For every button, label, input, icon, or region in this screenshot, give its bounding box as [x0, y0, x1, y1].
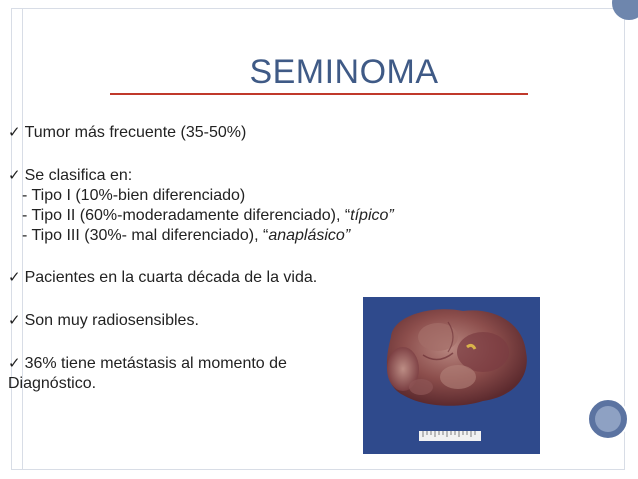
bullet-item: [8, 123, 568, 143]
specimen-illustration: [363, 297, 540, 454]
checkmark-icon: ✓: [8, 312, 21, 329]
checkmark-icon: ✓: [8, 269, 21, 286]
bullet-text: Tumor más frecuente (35-50%): [24, 124, 247, 141]
sub-item: - Tipo I (10%-bien diferenciado): [22, 187, 246, 204]
bullet-item: [8, 268, 568, 288]
checkmark-icon: ✓: [8, 167, 21, 184]
sub-item-text: - Tipo III (30%- mal diferenciado), “: [22, 227, 269, 244]
sub-item: [8, 226, 568, 246]
sub-item: [8, 206, 568, 226]
slide-title: SEMINOMA: [249, 53, 439, 91]
bullet-text: Se clasifica en:: [24, 167, 133, 184]
title-underline: [110, 93, 528, 95]
decorative-circle-bottom-inner: [595, 406, 621, 432]
tumor-specimen-photo: [363, 297, 540, 454]
bullet-item: [8, 166, 568, 186]
bullet-text-continuation: Diagnóstico.: [8, 375, 97, 392]
sub-item-text: - Tipo II (60%-moderadamente diferenciado), “: [22, 207, 351, 224]
bullet-text: 36% tiene metástasis al momento de: [24, 355, 287, 372]
sub-item-emphasis: típico”: [350, 207, 394, 224]
bullet-text: Pacientes en la cuarta década de la vida.: [24, 269, 318, 286]
sub-item-emphasis: anaplásico”: [268, 227, 351, 244]
checkmark-icon: ✓: [8, 355, 21, 372]
bullet-text: Son muy radiosensibles.: [24, 312, 199, 329]
checkmark-icon: ✓: [8, 124, 21, 141]
